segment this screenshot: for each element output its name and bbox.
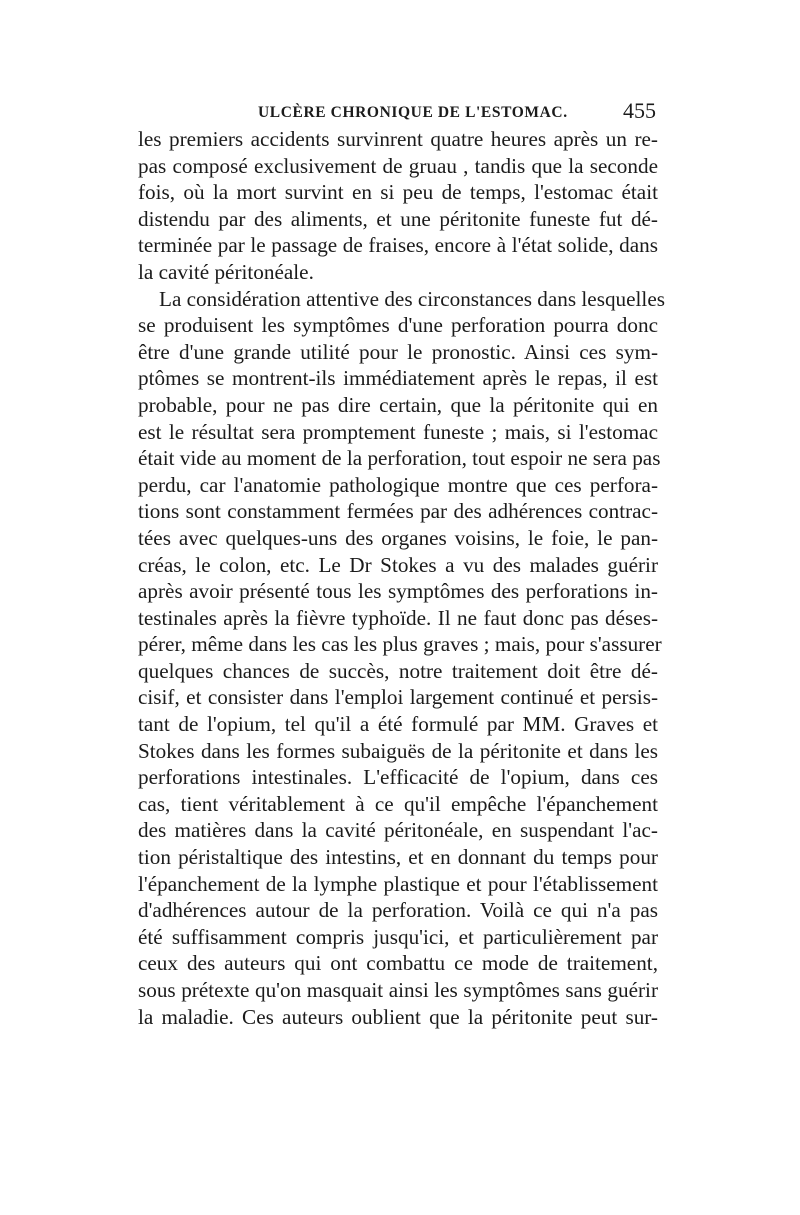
- text-line: tant de l'opium, tel qu'il a été formulé par MM. Graves et: [138, 712, 658, 737]
- text-line: distendu par des aliments, et une péritonite funeste fut dé-: [138, 206, 658, 231]
- text-line: cas, tient véritablement à ce qu'il empêche l'épanchement: [138, 791, 658, 816]
- text-line: d'adhérences autour de la perforation. Voilà ce qui n'a pas: [138, 898, 658, 923]
- text-line: tions sont constamment fermées par des adhérences contrac-: [138, 499, 658, 524]
- text-line: cisif, et consister dans l'emploi largement continué et persis-: [138, 685, 658, 710]
- text-line: Stokes dans les formes subaiguës de la péritonite et dans les: [138, 738, 658, 763]
- text-line: est le résultat sera promptement funeste ; mais, si l'estomac: [138, 419, 658, 444]
- text-line: des matières dans la cavité péritonéale, en suspendant l'ac-: [138, 818, 658, 843]
- text-line: probable, pour ne pas dire certain, que la péritonite qui en: [138, 392, 658, 417]
- text-line: les premiers accidents survinrent quatre heures après un re-: [138, 127, 658, 151]
- text-line: ceux des auteurs qui ont combattu ce mode de traitement,: [138, 951, 658, 976]
- text-line: été suffisamment compris jusqu'ici, et particulièrement par: [138, 924, 658, 949]
- text-line: l'épanchement de la lymphe plastique et pour l'établissement: [138, 871, 658, 896]
- text-line: tées avec quelques-uns des organes voisins, le foie, le pan-: [138, 525, 658, 550]
- text-line: pas composé exclusivement de gruau , tandis que la seconde: [138, 153, 658, 178]
- text-line: pérer, même dans les cas les plus graves ; mais, pour s'assurer: [138, 632, 662, 657]
- text-line: la maladie. Ces auteurs oublient que la péritonite peut sur-: [138, 1004, 658, 1029]
- text-line: après avoir présenté tous les symptômes des perforations in-: [138, 579, 658, 604]
- text-line: testinales après la fièvre typhoïde. Il ne faut donc pas déses-: [138, 605, 658, 630]
- text-line: perforations intestinales. L'efficacité de l'opium, dans ces: [138, 765, 658, 790]
- running-header: [138, 98, 658, 128]
- text-line: était vide au moment de la perforation, tout espoir ne sera pas: [138, 446, 661, 471]
- text-line: être d'une grande utilité pour le pronostic. Ainsi ces sym-: [138, 339, 658, 364]
- chapter-title: ULCÈRE CHRONIQUE DE L'ESTOMAC.: [258, 104, 568, 121]
- text-line: la cavité péritonéale.: [138, 259, 314, 284]
- text-line: La considération attentive des circonstances dans lesquelles: [159, 286, 665, 311]
- text-line: ptômes se montrent-ils immédiatement après le repas, il est: [138, 366, 658, 391]
- text-line: fois, où la mort survint en si peu de temps, l'estomac était: [138, 180, 658, 205]
- text-line: se produisent les symptômes d'une perforation pourra donc: [138, 313, 658, 338]
- text-line: terminée par le passage de fraises, encore à l'état solide, dans: [138, 233, 658, 258]
- page-number: 455: [623, 98, 656, 123]
- text-line: quelques chances de succès, notre traitement doit être dé-: [138, 658, 658, 683]
- body-text: [138, 126, 665, 1030]
- text-line: tion péristaltique des intestins, et en donnant du temps pour: [138, 845, 658, 870]
- text-line: créas, le colon, etc. Le Dr Stokes a vu des malades guérir: [138, 552, 658, 577]
- text-line: perdu, car l'anatomie pathologique montre que ces perfora-: [138, 472, 658, 497]
- text-line: sous prétexte qu'on masquait ainsi les symptômes sans guérir: [138, 978, 658, 1002]
